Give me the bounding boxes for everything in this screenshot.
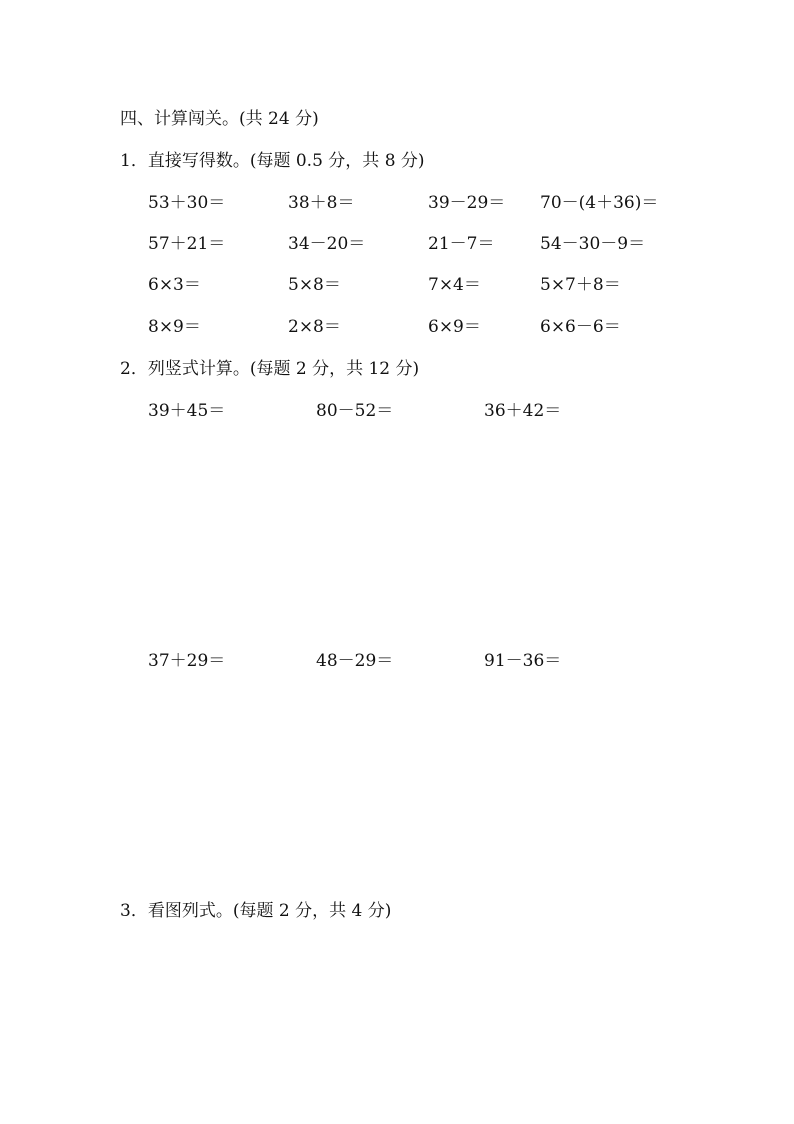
calc-item: 53＋30＝ bbox=[148, 193, 226, 213]
calc-item: 6×3＝ bbox=[148, 275, 201, 295]
calc-item: 21－7＝ bbox=[428, 234, 495, 254]
calc-item: 6×9＝ bbox=[428, 317, 481, 337]
calc-item: 38＋8＝ bbox=[288, 193, 355, 213]
vertical-calc-item: 48－29＝ bbox=[316, 651, 394, 671]
question-2-title: 2．列竖式计算。(每题 2 分，共 12 分) bbox=[120, 359, 420, 379]
calc-item: 5×8＝ bbox=[288, 275, 341, 295]
vertical-calc-item: 37＋29＝ bbox=[148, 651, 226, 671]
calc-item: 6×6－6＝ bbox=[540, 317, 621, 337]
vertical-calc-item: 36＋42＝ bbox=[484, 401, 562, 421]
calc-item: 2×8＝ bbox=[288, 317, 341, 337]
calc-item: 39－29＝ bbox=[428, 193, 506, 213]
vertical-calc-item: 91－36＝ bbox=[484, 651, 562, 671]
calc-item: 8×9＝ bbox=[148, 317, 201, 337]
calc-item: 7×4＝ bbox=[428, 275, 481, 295]
section-title: 四、计算闯关。(共 24 分) bbox=[120, 109, 319, 129]
calc-item: 5×7＋8＝ bbox=[540, 275, 621, 295]
calc-item: 57＋21＝ bbox=[148, 234, 226, 254]
calc-item: 70－(4＋36)＝ bbox=[540, 193, 659, 213]
question-3-title: 3．看图列式。(每题 2 分，共 4 分) bbox=[120, 901, 392, 921]
question-1-title: 1．直接写得数。(每题 0.5 分，共 8 分) bbox=[120, 151, 425, 171]
calc-item: 34－20＝ bbox=[288, 234, 366, 254]
calc-item: 54－30－9＝ bbox=[540, 234, 646, 254]
vertical-calc-item: 39＋45＝ bbox=[148, 401, 226, 421]
vertical-calc-item: 80－52＝ bbox=[316, 401, 394, 421]
